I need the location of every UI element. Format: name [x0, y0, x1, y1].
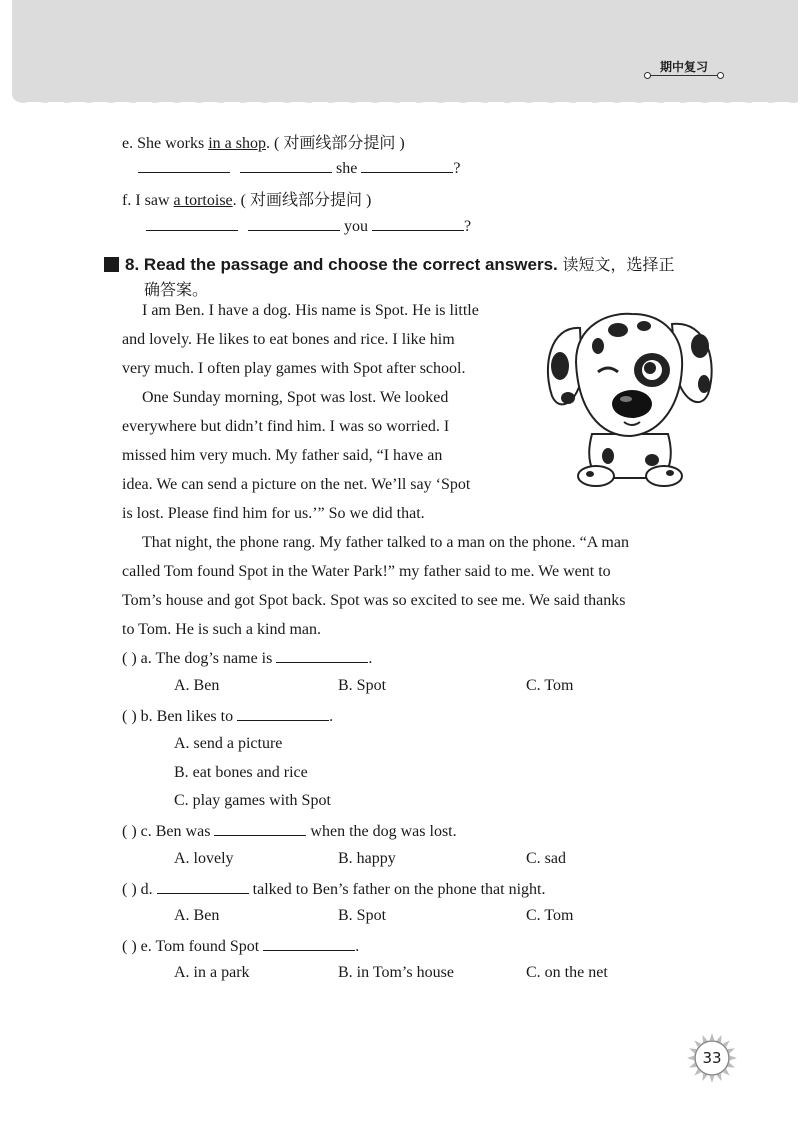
- page-number-badge: [686, 1032, 738, 1084]
- answer-blank[interactable]: [138, 158, 230, 173]
- answer-blank[interactable]: [372, 216, 464, 231]
- passage-line: Tom’s house and got Spot back. Spot was so excited to see me. We said thanks: [122, 592, 626, 609]
- answer-paren[interactable]: ( ): [122, 881, 137, 898]
- passage-line: That night, the phone rang. My father talked to a man on the phone. “A man: [142, 534, 629, 551]
- passage-line: to Tom. He is such a kind man.: [122, 621, 322, 638]
- option[interactable]: C. Tom: [526, 677, 574, 694]
- answer-paren[interactable]: ( ): [122, 708, 137, 725]
- section-square-icon: [104, 257, 119, 272]
- passage-line: One Sunday morning, Spot was lost. We looked: [142, 389, 449, 406]
- answer-paren[interactable]: ( ): [122, 938, 137, 955]
- passage-line: and lovely. He likes to eat bones and rice. I like him: [122, 331, 455, 348]
- page-number: 33: [702, 1049, 722, 1067]
- option[interactable]: A. send a picture: [174, 735, 283, 752]
- exercise-f-question: f. I saw a tortoise. ( 对画线部分提问 ): [122, 192, 372, 209]
- passage-line: called Tom found Spot in the Water Park!” my father said to me. We went to: [122, 563, 611, 580]
- passage-line: very much. I often play games with Spot after school.: [122, 360, 466, 377]
- exercise-e-answer-line: she ?: [138, 158, 460, 178]
- dalmatian-puppy-illustration: [540, 306, 720, 488]
- question-c: ( ) c. Ben was when the dog was lost.: [122, 823, 457, 840]
- answer-blank[interactable]: [248, 216, 340, 231]
- question-e: ( ) e. Tom found Spot .: [122, 938, 360, 955]
- answer-paren[interactable]: ( ): [122, 650, 137, 667]
- exercise-e-underlined: in a shop: [208, 135, 266, 152]
- option[interactable]: C. play games with Spot: [174, 792, 331, 809]
- passage-line: missed him very much. My father said, “I have an: [122, 447, 443, 464]
- answer-blank[interactable]: [146, 216, 238, 231]
- option[interactable]: B. Spot: [338, 677, 387, 694]
- option[interactable]: A. Ben: [174, 677, 220, 694]
- header-scallop-edge: [12, 88, 798, 110]
- question-a: ( ) a. The dog’s name is .: [122, 650, 373, 667]
- option[interactable]: B. in Tom’s house: [338, 964, 454, 981]
- answer-blank[interactable]: [240, 158, 332, 173]
- answer-blank[interactable]: [157, 879, 249, 894]
- answer-paren[interactable]: ( ): [122, 823, 137, 840]
- passage-line: I am Ben. I have a dog. His name is Spot. He is little: [142, 302, 479, 319]
- exercise-e-question: e. She works in a shop. ( 对画线部分提问 ): [122, 135, 405, 152]
- passage-line: idea. We can send a picture on the net. We’ll say ‘Spot: [122, 476, 471, 493]
- answer-blank[interactable]: [237, 706, 329, 721]
- option[interactable]: C. on the net: [526, 964, 608, 981]
- option[interactable]: B. happy: [338, 850, 396, 867]
- passage-line: is lost. Please find him for us.’” So we did that.: [122, 505, 425, 522]
- answer-blank[interactable]: [361, 158, 453, 173]
- option[interactable]: B. Spot: [338, 907, 387, 924]
- option[interactable]: C. Tom: [526, 907, 574, 924]
- page-header-band: [12, 0, 798, 102]
- answer-blank[interactable]: [214, 821, 306, 836]
- option[interactable]: C. sad: [526, 850, 566, 867]
- passage-line: everywhere but didn’t find him. I was so worried. I: [122, 418, 450, 435]
- exercise-f-answer-line: you ?: [146, 216, 471, 236]
- header-section-tag: [648, 58, 720, 80]
- exercise-f-underlined: a tortoise: [173, 192, 233, 209]
- section-8-heading: 8. Read the passage and choose the correct answers. 读短文，选择正 确答案。: [104, 252, 704, 300]
- option[interactable]: B. eat bones and rice: [174, 764, 308, 781]
- question-b: ( ) b. Ben likes to .: [122, 708, 334, 725]
- option[interactable]: A. Ben: [174, 907, 220, 924]
- option[interactable]: A. in a park: [174, 964, 250, 981]
- header-tag-label: 期中复习: [660, 60, 709, 74]
- answer-blank[interactable]: [276, 648, 368, 663]
- option[interactable]: A. lovely: [174, 850, 234, 867]
- answer-blank[interactable]: [263, 936, 355, 951]
- question-d: ( ) d. talked to Ben’s father on the phone that night.: [122, 881, 546, 898]
